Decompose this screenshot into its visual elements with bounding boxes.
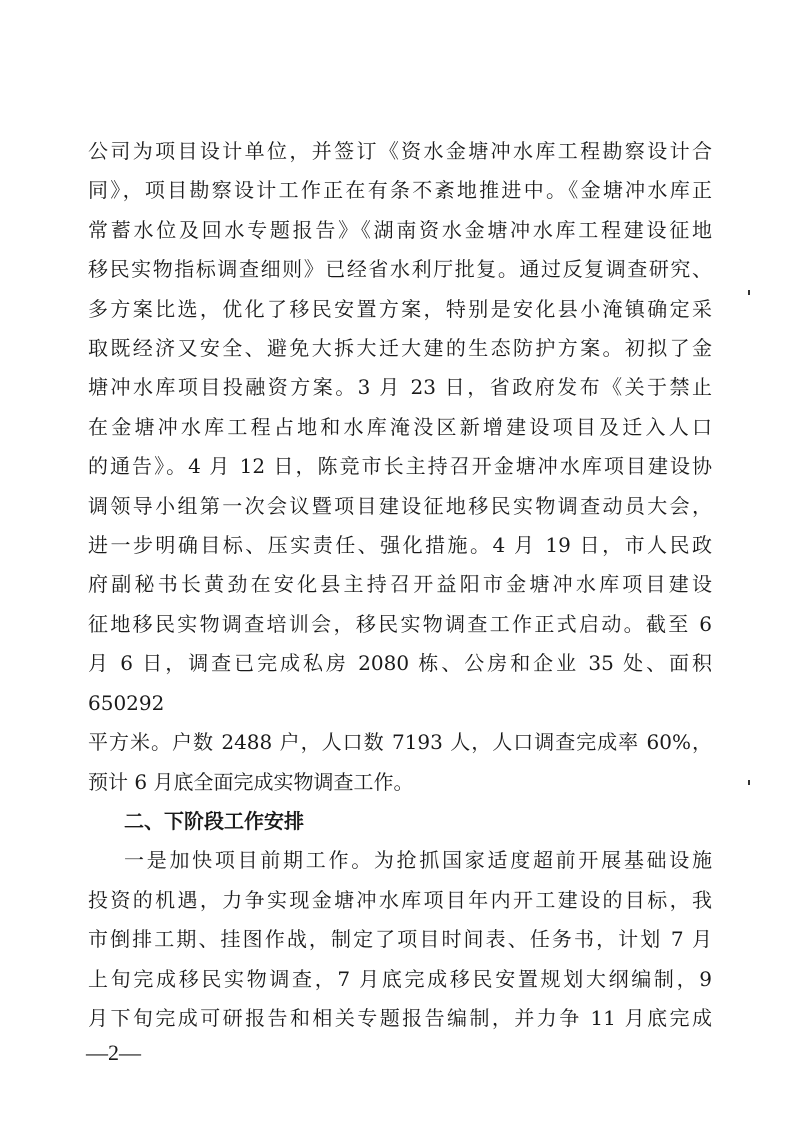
section-heading: 二、下阶段工作安排 xyxy=(124,808,304,833)
text-line: 预计 6 月底全面完成实物调查工作。 xyxy=(88,769,414,794)
text-line: 上旬完成移民实物调查，7 月底完成移民安置规划大纲编制，9 xyxy=(88,966,712,991)
text-line: 月下旬完成可研报告和相关专题报告编制，并力争 11 月底完成 xyxy=(88,1005,712,1030)
text-line: 市倒排工期、挂图作战，制定了项目时间表、任务书，计划 7 月 xyxy=(88,927,712,952)
text-line: 月 6 日，调查已完成私房 2080 栋、公房和企业 35 处、面积 650292 xyxy=(88,651,712,715)
document-body xyxy=(88,132,712,1038)
text-line: 调领导小组第一次会议暨项目建设征地移民实物调查动员大会， xyxy=(88,493,712,518)
scan-speck xyxy=(748,290,750,295)
text-line: 塘冲水库项目投融资方案。3 月 23 日，省政府发布《关于禁止 xyxy=(88,375,712,400)
text-line: 的通告》。4 月 12 日，陈竞市长主持召开金塘冲水库项目建设协 xyxy=(88,454,712,479)
text-line: 进一步明确目标、压实责任、强化措施。4 月 19 日，市人民政 xyxy=(88,533,712,558)
text-line: 多方案比选，优化了移民安置方案，特别是安化县小淹镇确定采 xyxy=(88,296,712,321)
text-line: 在金塘冲水库工程占地和水库淹没区新增建设项目及迁入人口 xyxy=(88,414,712,439)
text-line: 府副秘书长黄劲在安化县主持召开益阳市金塘冲水库项目建设 xyxy=(88,572,712,597)
text-line: 移民实物指标调查细则》已经省水利厅批复。通过反复调查研究、 xyxy=(88,257,712,282)
text-line: 一是加快项目前期工作。为抢抓国家适度超前开展基础设施 xyxy=(124,848,712,873)
text-line: 公司为项目设计单位，并签订《资水金塘冲水库工程勘察设计合 xyxy=(88,139,712,163)
text-line: 平方米。户数 2488 户，人口数 7193 人，人口调查完成率 60%， xyxy=(88,730,712,755)
scan-speck xyxy=(748,780,750,785)
page-number: —2— xyxy=(86,1040,141,1065)
text-line: 常蓄水位及回水专题报告》《湖南资水金塘冲水库工程建设征地 xyxy=(88,217,712,242)
text-line: 征地移民实物调查培训会，移民实物调查工作正式启动。截至 6 xyxy=(88,611,712,636)
text-line: 取既经济又安全、避免大拆大迁大建的生态防护方案。初拟了金 xyxy=(88,336,712,361)
text-line: 同》，项目勘察设计工作正在有条不紊地推进中。《金塘冲水库正 xyxy=(88,178,712,203)
text-line: 投资的机遇，力争实现金塘冲水库项目年内开工建设的目标，我 xyxy=(88,887,712,912)
